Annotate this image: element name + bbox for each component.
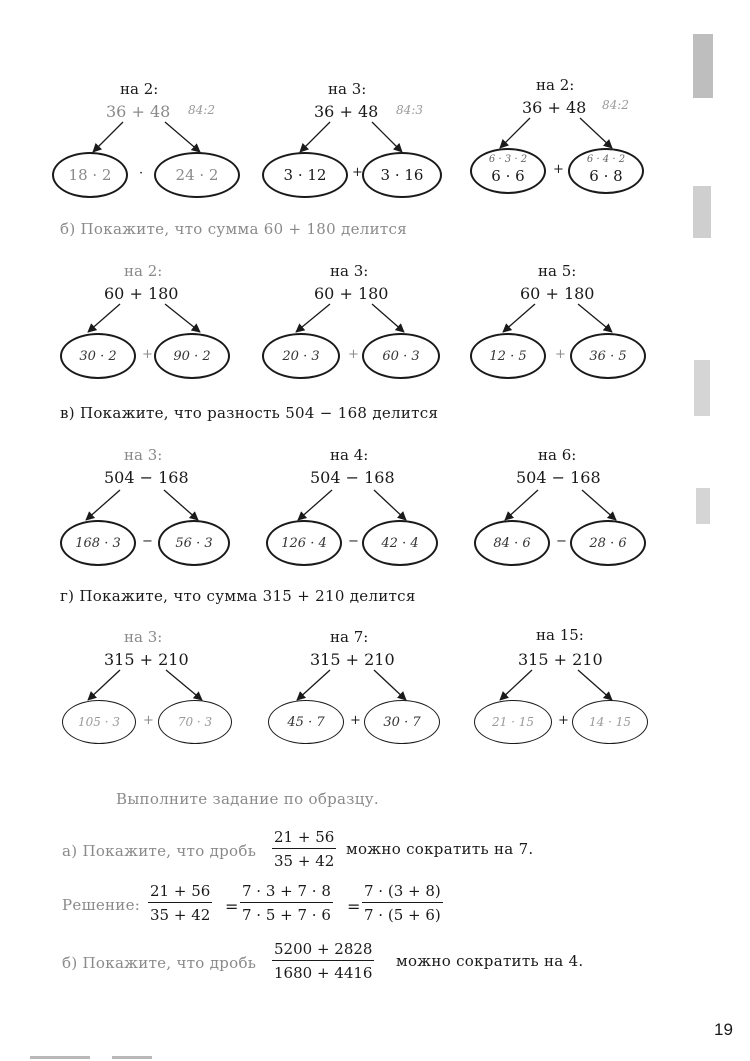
numerator: 21 + 56	[148, 882, 212, 903]
equals-sign: =	[225, 897, 239, 916]
arrow-line	[374, 670, 406, 700]
arrow-line	[578, 304, 612, 332]
factor-oval: 20 · 3	[262, 333, 340, 379]
handwritten-note: 84:2	[602, 98, 629, 112]
scan-artifact	[694, 360, 710, 416]
task-g-statement: г) Покажите, что сумма 315 + 210 делится	[60, 587, 416, 605]
task-b-statement: б) Покажите, что сумма 60 + 180 делится	[60, 220, 407, 238]
factor-oval: 21 · 15	[474, 700, 552, 744]
sum-expression: 60 + 180	[104, 284, 179, 303]
factor-oval: 30 · 2	[60, 333, 136, 379]
fraction-a	[272, 828, 336, 870]
factor-oval: 18 · 2	[52, 152, 128, 198]
arrow-line	[298, 490, 332, 520]
operator: +	[352, 165, 363, 180]
handwritten-note: 84:2	[188, 103, 215, 117]
factor-oval: 168 · 3	[60, 520, 136, 566]
arrow-line	[165, 122, 200, 152]
solution-fraction-3	[362, 882, 443, 924]
factor-oval: 3 · 16	[362, 152, 442, 198]
operator: +	[348, 347, 359, 362]
arrow-line	[505, 490, 538, 520]
scan-artifact	[696, 488, 710, 524]
divisor-label: на 2:	[536, 76, 575, 94]
page-number: 19	[714, 1020, 733, 1039]
factor-oval: 28 · 6	[570, 520, 646, 566]
arrow-line	[578, 670, 612, 700]
operator: +	[143, 713, 154, 728]
arrow-line	[300, 122, 330, 152]
operator: −	[556, 534, 567, 549]
solution-fraction-2	[240, 882, 333, 924]
difference-expression: 504 − 168	[516, 468, 601, 487]
factor-oval: 3 · 12	[262, 152, 348, 198]
arrow-line	[374, 490, 406, 520]
arrow-line	[503, 304, 535, 332]
sum-expression: 36 + 48	[106, 102, 171, 121]
operator: −	[348, 534, 359, 549]
factor-oval: 6 · 4 · 2 6 · 8	[568, 148, 644, 194]
operator: +	[558, 713, 569, 728]
factor-oval: 42 · 4	[362, 520, 438, 566]
arrow-line	[582, 490, 616, 520]
divisor-label: на 2:	[124, 262, 163, 280]
factor-oval: 60 · 3	[362, 333, 440, 379]
scan-artifact	[112, 1056, 152, 1059]
fraction-a-suffix: можно сократить на 7.	[346, 840, 534, 858]
operator: +	[555, 347, 566, 362]
arrow-line	[93, 122, 123, 152]
divisor-label: на 3:	[328, 80, 367, 98]
sum-expression: 60 + 180	[520, 284, 595, 303]
solution-fraction-1	[148, 882, 212, 924]
sum-expression: 315 + 210	[310, 650, 395, 669]
arrow-line	[372, 304, 404, 332]
difference-expression: 504 − 168	[104, 468, 189, 487]
task-v-statement: в) Покажите, что разность 504 − 168 делится	[60, 404, 439, 422]
factor-oval: 24 · 2	[154, 152, 240, 198]
numerator: 7 · (3 + 8)	[362, 882, 443, 903]
factor-oval: 84 · 6	[474, 520, 550, 566]
difference-expression: 504 − 168	[310, 468, 395, 487]
factor-oval: 70 · 3	[158, 700, 232, 744]
divisor-label: на 3:	[124, 446, 163, 464]
operator: +	[553, 162, 564, 177]
arrow-line	[86, 490, 120, 520]
factor-oval: 56 · 3	[158, 520, 230, 566]
sum-expression: 315 + 210	[518, 650, 603, 669]
denominator: 1680 + 4416	[274, 964, 373, 982]
factor-oval: 90 · 2	[154, 333, 230, 379]
equals-sign: =	[347, 897, 361, 916]
denominator: 7 · (5 + 6)	[364, 906, 441, 924]
arrow-line	[165, 304, 200, 332]
denominator: 35 + 42	[150, 906, 211, 924]
factor-oval: 126 · 4	[266, 520, 342, 566]
numerator: 7 · 3 + 7 · 8	[240, 882, 333, 903]
factor-oval: 36 · 5	[570, 333, 646, 379]
factor-oval: 14 · 15	[572, 700, 648, 744]
divisor-label: на 4:	[330, 446, 369, 464]
operator: −	[142, 534, 153, 549]
scan-artifact	[693, 34, 713, 98]
divisor-label: на 7:	[330, 628, 369, 646]
operator: +	[142, 347, 153, 362]
operator: ·	[139, 166, 144, 181]
divisor-label: на 6:	[538, 446, 577, 464]
numerator: 21 + 56	[272, 828, 336, 849]
divisor-label: на 2:	[120, 80, 159, 98]
scan-artifact	[693, 186, 711, 238]
fraction-b-prefix: б) Покажите, что дробь	[62, 954, 257, 972]
arrow-line	[296, 304, 330, 332]
fraction-b-suffix: можно сократить на 4.	[396, 952, 584, 970]
factor-oval: 30 · 7	[364, 700, 440, 744]
arrow-line	[88, 670, 120, 700]
scan-artifact	[30, 1056, 90, 1059]
divisor-label: на 3:	[330, 262, 369, 280]
sum-expression: 315 + 210	[104, 650, 189, 669]
divisor-label: на 15:	[536, 626, 584, 644]
task-heading: Выполните задание по образцу.	[116, 790, 379, 808]
solution-label: Решение:	[62, 896, 141, 914]
arrow-line	[500, 118, 530, 148]
sum-expression: 36 + 48	[522, 98, 587, 117]
denominator: 35 + 42	[274, 852, 335, 870]
fraction-b	[272, 940, 374, 982]
divisor-label: на 5:	[538, 262, 577, 280]
denominator: 7 · 5 + 7 · 6	[242, 906, 331, 924]
sum-expression: 60 + 180	[314, 284, 389, 303]
arrow-line	[88, 304, 120, 332]
operator: +	[350, 713, 361, 728]
handwritten-note: 84:3	[396, 103, 423, 117]
factor-oval: 105 · 3	[62, 700, 136, 744]
arrow-line	[372, 122, 402, 152]
arrow-line	[164, 490, 198, 520]
arrow-line	[500, 670, 532, 700]
arrow-line	[580, 118, 612, 148]
numerator: 5200 + 2828	[272, 940, 374, 961]
fraction-a-prefix: а) Покажите, что дробь	[62, 842, 257, 860]
factor-oval: 12 · 5	[470, 333, 546, 379]
divisor-label: на 3:	[124, 628, 163, 646]
sum-expression: 36 + 48	[314, 102, 379, 121]
factor-oval: 45 · 7	[268, 700, 344, 744]
arrow-line	[297, 670, 330, 700]
arrow-line	[166, 670, 202, 700]
factor-oval: 6 · 3 · 2 6 · 6	[470, 148, 546, 194]
